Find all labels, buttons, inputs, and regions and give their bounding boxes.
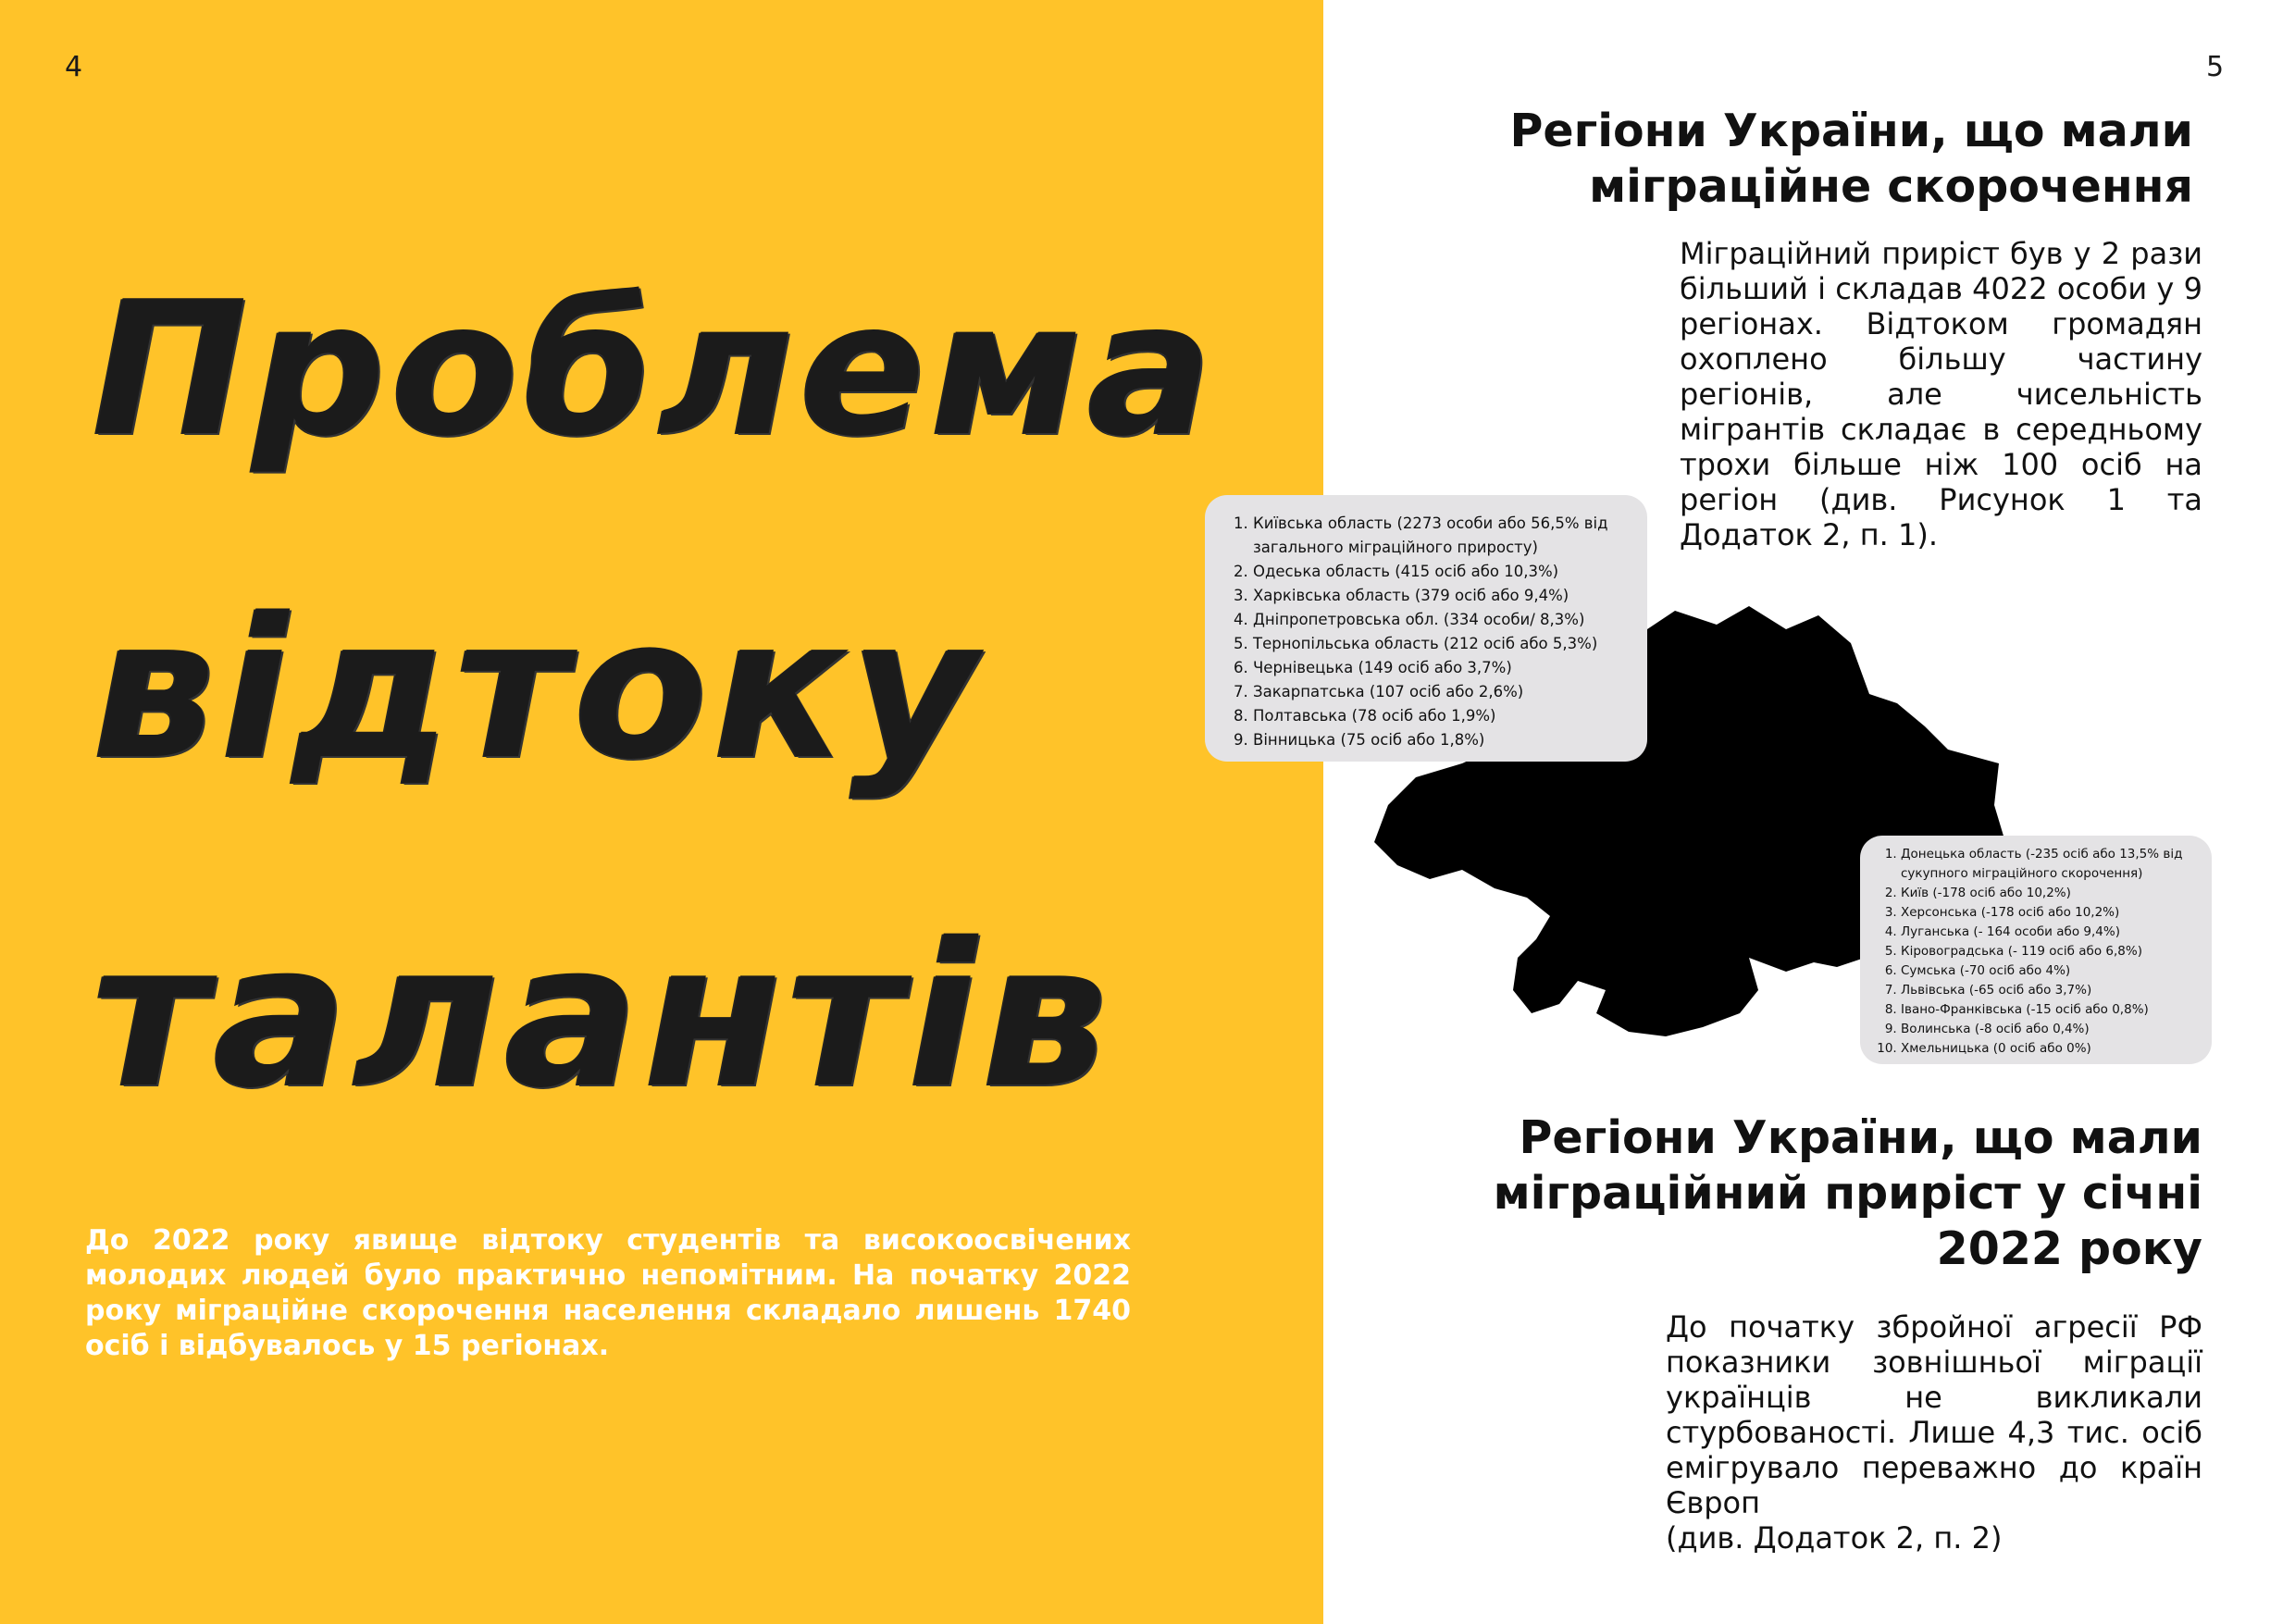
paragraph-migration-growth: Міграційний приріст був у 2 рази більший і складав 4022 особи у 9 регіонах. Відтоком громадян охоплено більшу частину регіонів, але чисельність мігрантів складає в середньому трохи більше ніж 100 осіб на регіон (див. Рисунок 1 та Додаток 2, п. 1).: [1680, 236, 2202, 552]
list-item: 6. Чернівецька (149 осіб або 3,7%): [1253, 656, 1634, 680]
growth-regions-list: [1225, 512, 1634, 752]
list-item: 2. Одеська область (415 осіб або 10,3%): [1253, 560, 1634, 584]
paragraph-reference: (див. Додаток 2, п. 2): [1666, 1520, 2003, 1556]
list-item: 3. Харківська область (379 осіб або 9,4%): [1253, 584, 1634, 608]
list-item: 4. Дніпропетровська обл. (334 особи/ 8,3%): [1253, 608, 1634, 632]
decline-regions-list: [1879, 845, 2202, 1059]
page-number-right: 5: [2206, 51, 2225, 83]
list-item: 1. Донецька область (-235 осіб або 13,5% від сукупного міграційного скорочення): [1901, 845, 2202, 884]
list-item: 5. Тернопільська область (212 осіб або 5,3%): [1253, 632, 1634, 656]
list-item: 9. Волинська (-8 осіб або 0,4%): [1901, 1020, 2202, 1039]
list-item: 7. Закарпатська (107 осіб або 2,6%): [1253, 680, 1634, 704]
list-item: 7. Львівська (-65 осіб або 3,7%): [1901, 981, 2202, 1000]
list-item: 8. Івано-Франківська (-15 осіб або 0,8%): [1901, 1000, 2202, 1020]
growth-regions-card: [1205, 495, 1647, 762]
list-item: 5. Кіровоградська (- 119 осіб або 6,8%): [1901, 942, 2202, 961]
list-item: 9. Вінницька (75 осіб або 1,8%): [1253, 728, 1634, 752]
list-item: 4. Луганська (- 164 особи або 9,4%): [1901, 923, 2202, 942]
decline-regions-card: [1860, 836, 2212, 1064]
list-item: 1. Київська область (2273 особи або 56,5% від загального міграційного приросту): [1253, 512, 1634, 560]
list-item: 8. Полтавська (78 осіб або 1,9%): [1253, 704, 1634, 728]
paragraph-external-migration-text: До початку збройної агресії РФ показники зовнішньої міграції українців не викликали стурбованості. Лише 4,3 тис. осіб емігрувало переважно до країн Європ: [1666, 1309, 2202, 1520]
list-item: 2. Київ (-178 осіб або 10,2%): [1901, 884, 2202, 903]
page-number-left: 4: [65, 51, 83, 83]
title-line-1: Проблема: [93, 262, 1219, 477]
title-line-2: відтоку: [93, 576, 983, 802]
list-item: 6. Сумська (-70 осіб або 4%): [1901, 961, 2202, 981]
paragraph-external-migration: [1666, 1309, 2202, 1556]
title-line-3: талантів: [93, 899, 1114, 1132]
heading-migration-growth-jan-2022: Регіони України, що мали міграційний приріст у січні 2022 року: [1493, 1111, 2202, 1275]
list-item: 3. Херсонська (-178 осіб або 10,2%): [1901, 903, 2202, 923]
heading-migration-decline: Регіони України, що мали міграційне скорочення: [1509, 105, 2193, 213]
list-item: 10. Хмельницька (0 осіб або 0%): [1901, 1039, 2202, 1059]
left-body-text: До 2022 року явище відтоку студентів та високоосвічених молодих людей було практично непомітним. На початку 2022 року міграційне скорочення населення складало лишень 1740 осіб і відбувалось у 15 регіонах.: [85, 1224, 1131, 1362]
